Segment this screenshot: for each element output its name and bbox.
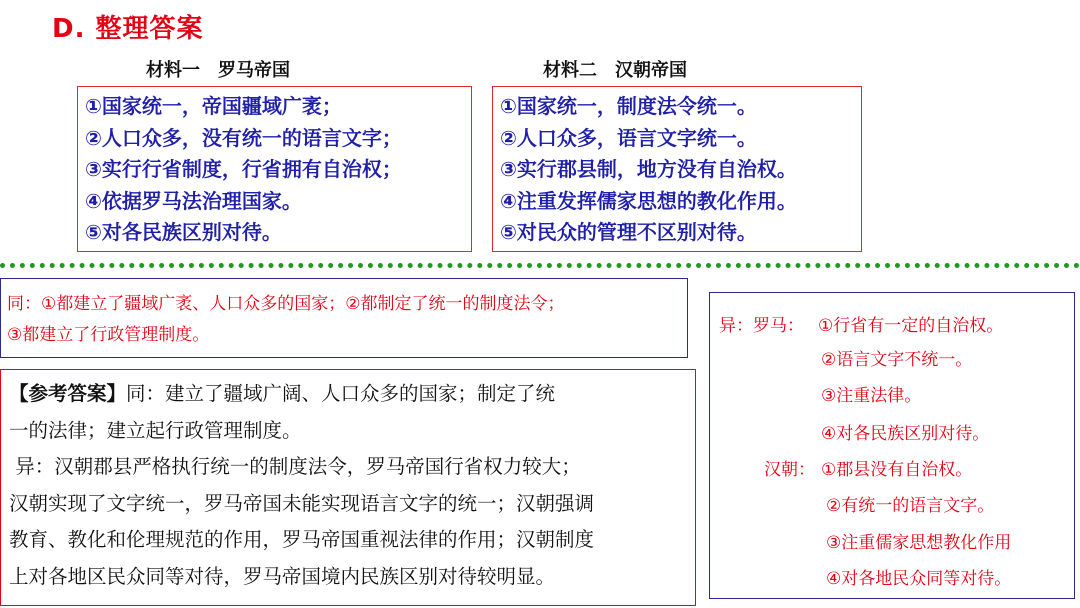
rome-label: 异：罗马： [719,316,804,336]
reference-answer-line: 教育、教化和伦理规范的作用，罗马帝国重视法律的作用；汉朝制度 [9,528,595,551]
page-title: D. 整理答案 [52,14,204,44]
reference-answer-first-line [9,376,695,413]
similarities-line: 同：①都建立了疆域广袤、人口众多的国家；②都制定了统一的制度法令； [7,294,565,314]
reference-answer-heading: 【参考答案】 [9,382,127,405]
reference-answer-line: 异：汉朝郡县严格执行统一的制度法令，罗马帝国行省权力较大； [9,455,581,478]
material-one-item: ④依据罗马法治理国家。 [85,188,302,213]
material-two-item: ①国家统一，制度法令统一。 [500,94,757,118]
similarities-line: ③都建立了行政管理制度。 [7,325,210,345]
material-one-item: ③实行行省制度，行省拥有自治权； [85,157,402,181]
material-one-item: ①国家统一，帝国疆域广袤； [85,94,342,118]
reference-answer-line: 上对各地区民众同等对待，罗马帝国境内民族区别对待较明显。 [9,564,556,588]
rome-item: ②语言文字不统一。 [821,350,973,370]
han-label: 汉朝： [764,460,815,480]
differences-box [709,292,1075,599]
material-one-item: ⑤对各民族区别对待。 [85,220,282,244]
material-one-caption: 材料一 罗马帝国 [146,60,290,81]
material-two-item: ④注重发挥儒家思想的教化作用。 [500,188,797,213]
rome-item: ④对各民族区别对待。 [821,424,990,444]
reference-answer-line: 同：建立了疆域广阔、人口众多的国家；制定了统 [126,382,556,405]
dotted-separator [0,263,1080,268]
material-two-item: ⑤对民众的管理不区别对待。 [500,220,757,244]
material-one-box [77,86,472,252]
material-two-box [492,86,862,252]
material-two-item: ②人口众多，语言文字统一。 [500,125,757,150]
material-one-item: ②人口众多，没有统一的语言文字； [85,125,402,150]
han-item: ③注重儒家思想教化作用 [826,533,1012,553]
han-item: ④对各地民众同等对待。 [826,569,1012,589]
reference-answer-box [0,369,696,606]
rome-item: ①行省有一定的自治权。 [818,316,1004,336]
han-item: ②有统一的语言文字。 [826,496,995,516]
rome-item: ③注重法律。 [821,386,922,406]
reference-answer-line: 一的法律；建立起行政管理制度。 [9,418,302,442]
reference-answer-line: 汉朝实现了文字统一，罗马帝国未能实现语言文字的统一；汉朝强调 [9,491,595,515]
han-item: ①郡县没有自治权。 [821,460,973,480]
similarities-box [0,278,688,358]
material-two-item: ③实行郡县制，地方没有自治权。 [500,157,797,181]
material-two-caption: 材料二 汉朝帝国 [543,60,687,81]
